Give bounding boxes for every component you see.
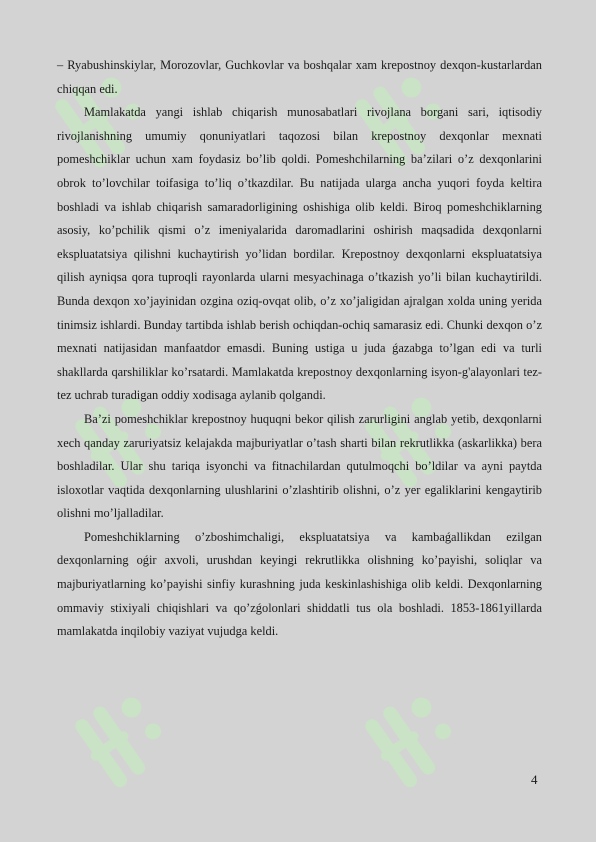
page-number: 4	[531, 772, 538, 787]
paragraph: Ba’zi pomeshchiklar krepostnoy huquqni bekor qilish zarurligini anglab yetib, dexqonlarni xech qanday zaruriyatsiz kelajakda majburiyatlar o’tash sharti bilan rekrutlikka (askarlikka) bera boshladilar. Ular shu tariqa isyonchi va fitnachilardan qutulmoqchi bo’ldilar va ayni paytda isloxotlar vaqtida dexqonlarning ulushlarini o’zlashtirib olishni, o’z yer egaliklarini kengaytirib olishni mo’ljalladilar.	[57, 411, 542, 521]
paragraph: – Ryabushinskiylar, Morozovlar, Guchkovlar va boshqalar xam krepostnoy dexqon-kustarlardan chiqqan edi.	[57, 58, 542, 96]
watermark-logo-icon	[350, 680, 470, 800]
document-body	[57, 54, 542, 644]
paragraph: Pomeshchiklarning o’zboshimchaligi, ekspluatatsiya va kambaǵallikdan ezilgan dexqonlarning oǵir axvoli, urushdan keyingi rekrutlikka olishning ko’payishi, soliqlar va majburiyatlarning ko’payishi sinfiy kurashning juda keskinlashishiga olib keldi. Dexqonlarning ommaviy stixiyali chiqishlari va qo’zǵolonlari shiddatli tus ola boshladi. 1853-1861yillarda mamlakatda inqilobiy vaziyat vujudga keldi.	[57, 529, 542, 639]
watermark-logo-icon	[60, 680, 180, 800]
paragraph: Mamlakatda yangi ishlab chiqarish munosabatlari rivojlana borgani sari, iqtisodiy rivojlanishning umumiy qonuniyatlari taqozosi bilan krepostnoy dexqonlar mexnati pomeshchiklar uchun xam foydasiz bo’lib qoldi. Pomeshchilarning ba’zilari o’z dexqonlarini obrok to’lovchilar toifasiga to’liq o’tkazdilar. Bu natijada ularga ancha yuqori foyda keltira boshladi va ishlab chiqarish samaradorligining oshishiga olib keldi. Biroq pomeshchiklarning asosiy, ko’pchilik qismi o’z imeniyalarida daromadlarini oshirish maqsadida dexqonlarni ekspluatatsiya qilishni kuchaytirish yo’lidan bordilar. Krepostnoy dexqonlarni ekspluatatsiya qilish ayniqsa qora tuproqli rayonlarda ularni mesyachinaga o’tkazish yo’li bilan kuchaytirildi. Bunda dexqon xo’jayinidan ozgina oziq-ovqat olib, o’z xo’jaligidan ajralgan xolda uning yerida tinimsiz ishlardi. Bunday tartibda ishlab berish ochiqdan-ochiq samarasiz edi. Chunki dexqon o’z mexnati natijasidan manfaatdor emasdi. Buning ustiga u juda ǵazabga to’lgan edi va turli shakllarda qarshiliklar ko’rsatardi. Mamlakatda krepostnoy dexqonlarning isyon-g'alayonlari tez-tez uchrab turadigan oddiy xodisaga aylanib qolgandi.	[57, 105, 542, 403]
